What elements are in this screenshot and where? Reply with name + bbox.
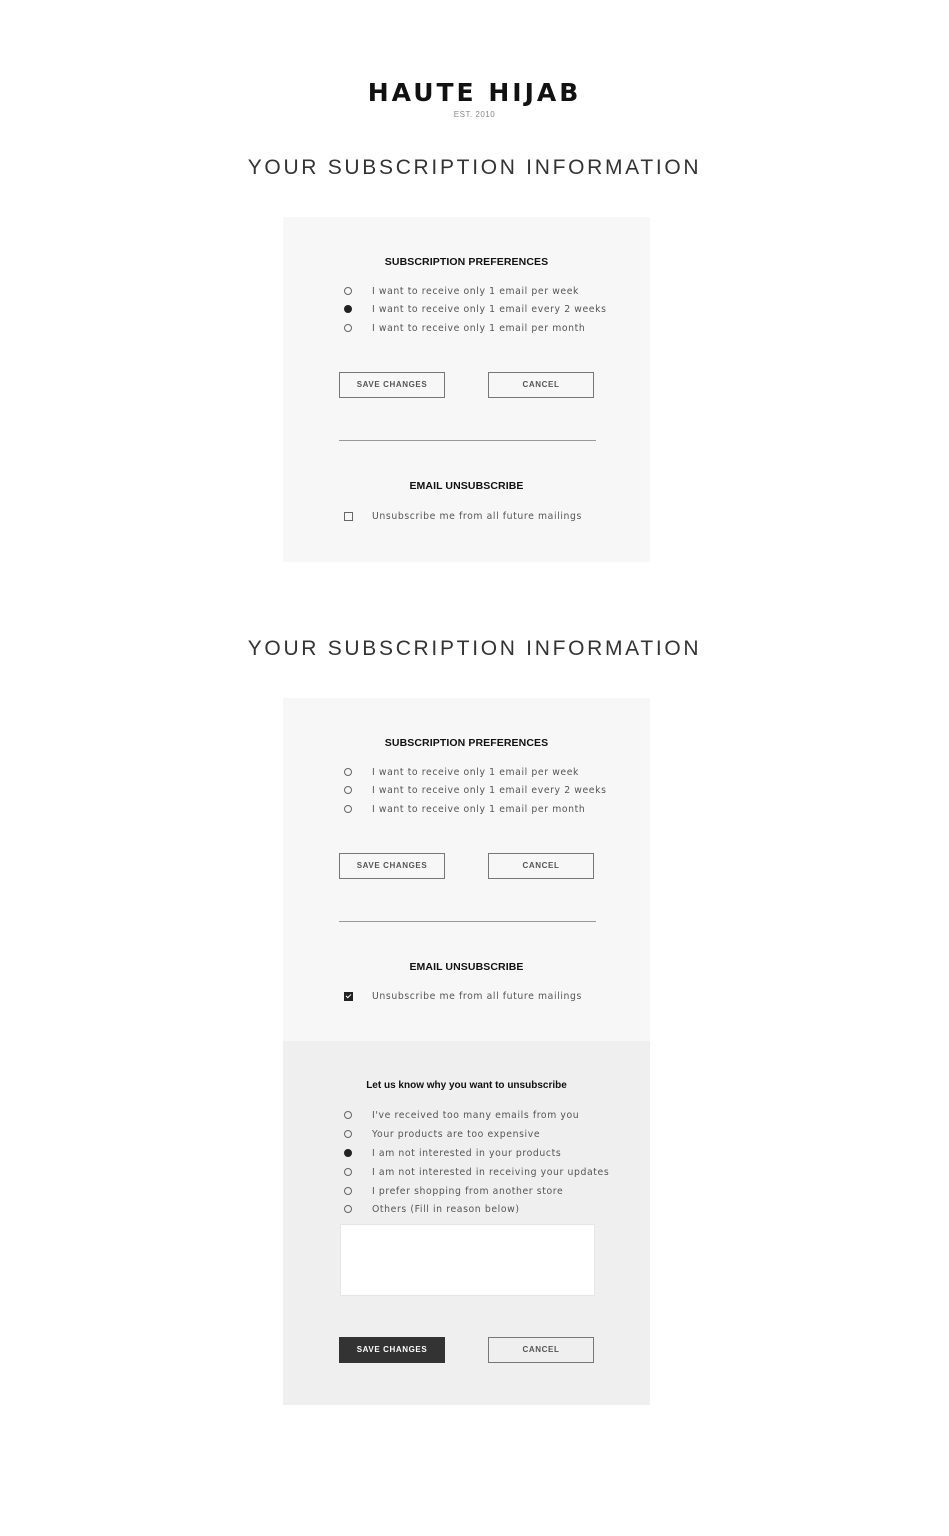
radio-button[interactable]	[344, 1187, 352, 1195]
radio-button[interactable]	[344, 768, 352, 776]
frequency-option-weekly[interactable]	[344, 284, 580, 298]
unsubscribe-heading: EMAIL UNSUBSCRIBE	[409, 961, 524, 973]
reason-option-label: I prefer shopping from another store	[372, 1185, 564, 1197]
reason-option-not-interested-products[interactable]	[344, 1146, 562, 1160]
brand-logo	[0, 78, 949, 119]
unsubscribe-label: Unsubscribe me from all future mailings	[372, 990, 582, 1002]
reason-option-label: Others (Fill in reason below)	[372, 1203, 520, 1215]
radio-button[interactable]	[344, 1111, 352, 1119]
unsubscribe-checkbox-checked[interactable]	[344, 992, 353, 1001]
frequency-option-label: I want to receive only 1 email per week	[372, 285, 580, 297]
page-title: YOUR SUBSCRIPTION INFORMATION	[247, 637, 702, 660]
page-title: YOUR SUBSCRIPTION INFORMATION	[247, 156, 702, 179]
radio-button[interactable]	[344, 805, 352, 813]
reason-option-label: I am not interested in your products	[372, 1147, 562, 1159]
frequency-option-weekly[interactable]	[344, 765, 580, 779]
frequency-option-biweekly[interactable]	[344, 302, 607, 316]
cancel-button[interactable]: CANCEL	[488, 372, 594, 398]
radio-button[interactable]	[344, 786, 352, 794]
section-divider	[339, 440, 596, 441]
reason-heading: Let us know why you want to unsubscribe	[366, 1080, 567, 1091]
radio-button[interactable]	[344, 1168, 352, 1176]
radio-button[interactable]	[344, 1205, 352, 1213]
reason-option-not-interested-updates[interactable]	[344, 1165, 610, 1179]
frequency-option-biweekly[interactable]	[344, 783, 607, 797]
reason-option-label: I've received too many emails from you	[372, 1109, 580, 1121]
subscription-card	[283, 698, 650, 1041]
reason-textarea[interactable]	[340, 1224, 595, 1296]
radio-button[interactable]	[344, 287, 352, 295]
frequency-option-label: I want to receive only 1 email per month	[372, 803, 586, 815]
unsubscribe-option[interactable]	[344, 989, 582, 1003]
preferences-heading: SUBSCRIPTION PREFERENCES	[384, 737, 549, 749]
unsubscribe-label: Unsubscribe me from all future mailings	[372, 510, 582, 522]
brand-established: EST. 2010	[453, 110, 496, 119]
cancel-button[interactable]: CANCEL	[488, 1337, 594, 1363]
radio-button-selected[interactable]	[344, 305, 352, 313]
reason-option-too-many-emails[interactable]	[344, 1108, 580, 1122]
reason-option-label: Your products are too expensive	[372, 1128, 541, 1140]
radio-button[interactable]	[344, 1130, 352, 1138]
frequency-option-monthly[interactable]	[344, 802, 586, 816]
save-changes-button[interactable]: SAVE CHANGES	[339, 372, 445, 398]
reason-option-others[interactable]	[344, 1202, 520, 1216]
reason-option-too-expensive[interactable]	[344, 1127, 541, 1141]
unsubscribe-heading: EMAIL UNSUBSCRIBE	[409, 480, 524, 492]
frequency-option-label: I want to receive only 1 email per week	[372, 766, 580, 778]
save-changes-button[interactable]: SAVE CHANGES	[339, 853, 445, 879]
preferences-heading: SUBSCRIPTION PREFERENCES	[384, 256, 549, 268]
radio-button[interactable]	[344, 324, 352, 332]
frequency-option-monthly[interactable]	[344, 321, 586, 335]
cancel-button[interactable]: CANCEL	[488, 853, 594, 879]
unsubscribe-option[interactable]	[344, 509, 582, 523]
frequency-option-label: I want to receive only 1 email every 2 weeks	[372, 784, 607, 796]
unsubscribe-reason-card	[283, 1041, 650, 1405]
reason-option-another-store[interactable]	[344, 1184, 564, 1198]
frequency-option-label: I want to receive only 1 email every 2 weeks	[372, 303, 607, 315]
section-divider	[339, 921, 596, 922]
unsubscribe-checkbox[interactable]	[344, 512, 353, 521]
reason-option-label: I am not interested in receiving your updates	[372, 1166, 610, 1178]
save-changes-button[interactable]: SAVE CHANGES	[339, 1337, 445, 1363]
brand-name: HAUTE HIJAB	[367, 78, 582, 107]
subscription-card	[283, 217, 650, 562]
frequency-option-label: I want to receive only 1 email per month	[372, 322, 586, 334]
radio-button-selected[interactable]	[344, 1149, 352, 1157]
